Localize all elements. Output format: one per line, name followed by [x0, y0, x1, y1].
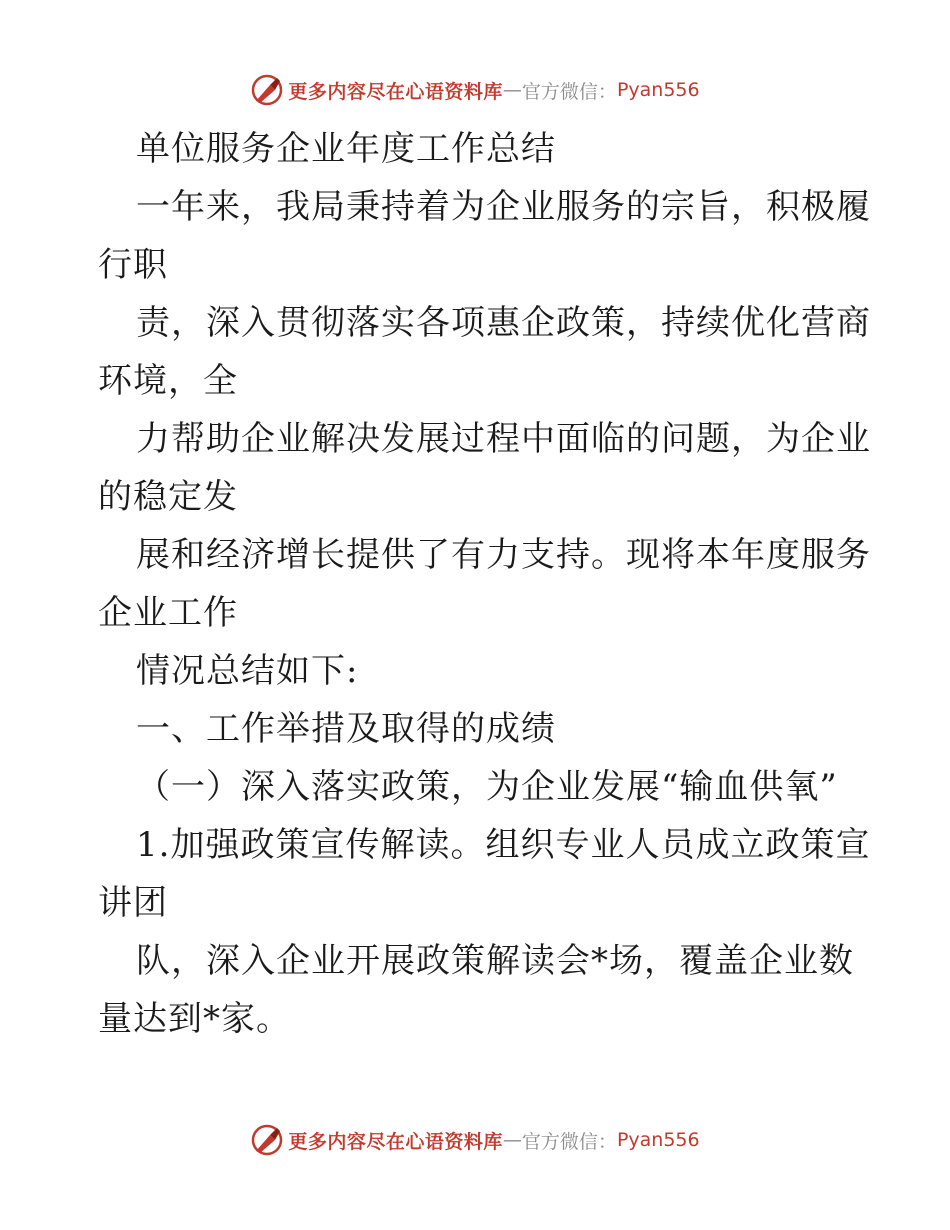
text-line: 环境，全	[98, 361, 238, 401]
footer-watermark-banner	[0, 1120, 950, 1160]
banner-separator: —	[502, 1129, 522, 1151]
banner-red-text: 更多内容尽在心语资料库	[288, 1130, 503, 1153]
text-line: 讲团	[98, 883, 168, 923]
document-title: 单位服务企业年度工作总结	[136, 129, 556, 169]
text-line: 量达到*家。	[98, 999, 291, 1039]
pen-nib-logo-icon	[250, 1123, 284, 1157]
banner-red-text: 更多内容尽在心语资料库	[288, 80, 503, 103]
banner-wechat-id: Pyan556	[616, 79, 700, 101]
banner-wechat-id: Pyan556	[616, 1129, 700, 1151]
subsection-heading: （一）深入落实政策，为企业发展“输血供氧”	[136, 767, 838, 807]
banner-wechat-label: 官方微信：	[521, 80, 617, 103]
banner-separator: —	[502, 79, 522, 101]
section-heading: 一、工作举措及取得的成绩	[136, 709, 556, 749]
text-line: 力帮助企业解决发展过程中面临的问题，为企业	[136, 419, 871, 459]
banner-wechat-label: 官方微信：	[521, 1130, 617, 1153]
text-line: 责，深入贯彻落实各项惠企政策，持续优化营商	[136, 303, 871, 343]
text-line: 行职	[98, 245, 168, 285]
text-line: 队，深入企业开展政策解读会*场，覆盖企业数	[136, 941, 854, 981]
text-line: 1.加强政策宣传解读。组织专业人员成立政策宣	[136, 825, 871, 865]
text-line: 情况总结如下:	[136, 651, 359, 691]
text-line: 一年来，我局秉持着为企业服务的宗旨，积极履	[136, 187, 871, 227]
text-line: 的稳定发	[98, 477, 238, 517]
text-line: 企业工作	[98, 593, 238, 633]
document-body	[98, 120, 871, 1048]
pen-nib-logo-icon	[250, 73, 284, 107]
text-line: 展和经济增长提供了有力支持。现将本年度服务	[136, 535, 871, 575]
header-watermark-banner	[0, 70, 950, 110]
